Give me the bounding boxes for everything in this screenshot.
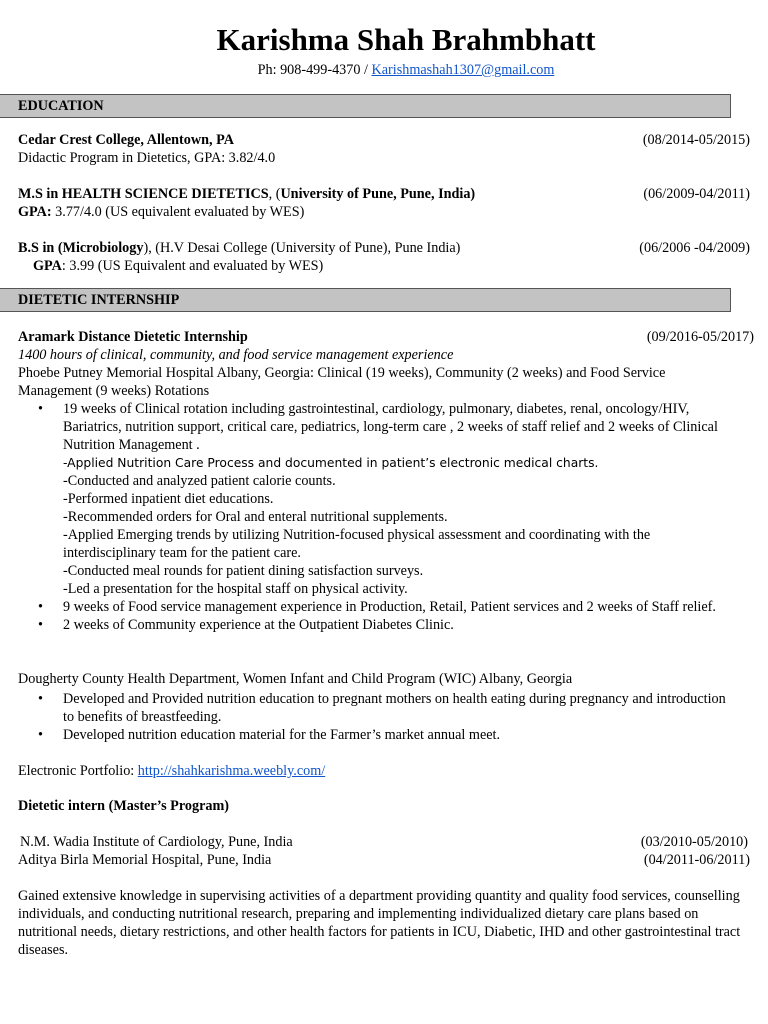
education-section-header (0, 94, 731, 118)
sub-item: -Conducted and analyzed patient calorie counts. (63, 473, 336, 489)
site-line-2: Management (9 weeks) Rotations (18, 383, 210, 399)
education-entry-ms (18, 185, 750, 203)
list-item (18, 598, 738, 616)
wic-list (18, 690, 738, 744)
degree-sep: , ( (268, 186, 281, 202)
hours-line: 1400 hours of clinical, community, and food service management experience (18, 347, 454, 363)
sub-item: -Led a presentation for the hospital staff on physical activity. (63, 581, 408, 597)
program-name: Aramark Distance Dietetic Internship (18, 329, 248, 345)
masters-site (20, 833, 750, 851)
date-range: (09/2016-05/2017) (646, 329, 754, 345)
bullet-text: Developed and Provided nutrition education to pregnant mothers on health eating during pregnancy and introduction to benefits of breastfeeding. (63, 691, 726, 725)
education-entry-cedar-crest (18, 131, 750, 149)
sub-item: -Recommended orders for Oral and enteral nutritional supplements. (63, 509, 448, 525)
contact-line (0, 61, 768, 79)
internship-section-header (0, 288, 731, 312)
bullet-clinical: 19 weeks of Clinical rotation including gastrointestinal, cardiology, pulmonary, diabetes, renal, oncology/HIV, Bariatrics, nutrition support, critical care, pediatrics, long-term care , 2 weeks of staff relief and 2 weeks of Clinical Nutrition Management . (63, 401, 718, 453)
sub-item: -Performed inpatient diet educations. (63, 491, 274, 507)
sub-item: -Conducted meal rounds for patient dining satisfaction surveys. (63, 563, 424, 579)
bullet-community: 2 weeks of Community experience at the Outpatient Diabetes Clinic. (63, 617, 454, 633)
education-title: EDUCATION (18, 98, 104, 114)
gpa-text: : 3.99 (US Equivalent and evaluated by WES) (61, 258, 324, 274)
degree-rest: ), (H.V Desai College (University of Pune), Pune India) (143, 240, 461, 256)
site-name: Aditya Birla Memorial Hospital, Pune, India (18, 852, 272, 868)
date-range: (06/2006 -04/2009) (639, 240, 750, 256)
internship-title: DIETETIC INTERNSHIP (18, 292, 180, 308)
gpa-line (33, 257, 750, 275)
sub-item: -Applied Emerging trends by utilizing Nutrition-focused physical assessment and coordinating with the interdisciplinary team for the patient care. (63, 527, 651, 561)
bullet-foodservice: 9 weeks of Food service management experience in Production, Retail, Patient services and 2 weeks of Staff relief. (63, 599, 716, 615)
masters-site (18, 851, 750, 869)
portfolio-link[interactable]: http://shahkarishma.weebly.com/ (137, 763, 326, 779)
university-name: University of Pune, Pune, India) (280, 186, 476, 202)
gpa-label: GPA: (18, 204, 52, 220)
list-item (18, 616, 738, 634)
gpa-text: 3.77/4.0 (US equivalent evaluated by WES) (51, 204, 305, 220)
clinical-list (18, 400, 738, 634)
list-item (18, 400, 738, 598)
program-row (18, 328, 754, 346)
site-name: N.M. Wadia Institute of Cardiology, Pune, India (20, 834, 293, 850)
program-line (18, 149, 750, 167)
portfolio-label: Electronic Portfolio: (18, 763, 138, 779)
school-name: Cedar Crest College, Allentown, PA (18, 132, 234, 148)
date-range: (04/2011-06/2011) (643, 852, 750, 868)
degree-name: M.S in HEALTH SCIENCE DIETETICS (18, 186, 269, 202)
summary-paragraph: Gained extensive knowledge in supervising activities of a department providing quantity and quality food services, counselling individuals, and conducting nutritional research, preparing and implementing individualized dietary care plans based on nutritional needs, dietary restrictions, and other health factors for patients in ICU, Diabetic, IHD and other gastrointestinal tract diseases. (18, 888, 741, 958)
wic-title: Dougherty County Health Department, Women Infant and Child Program (WIC) Albany, Georgia (18, 671, 573, 687)
gpa-label: GPA (33, 258, 62, 274)
site-line-1: Phoebe Putney Memorial Hospital Albany, Georgia: Clinical (19 weeks), Community (2 weeks) and Food Service (18, 365, 666, 381)
masters-title: Dietetic intern (Master’s Program) (18, 798, 230, 814)
list-item (18, 726, 738, 744)
gpa-line (18, 203, 750, 221)
date-range: (08/2014-05/2015) (642, 132, 750, 148)
email-link[interactable]: Karishmashah1307@gmail.com (371, 62, 555, 78)
bullet-text: Developed nutrition education material for the Farmer’s market annual meet. (63, 727, 501, 743)
portfolio-line (18, 762, 750, 780)
program-text: Didactic Program in Dietetics, GPA: 3.82/4.0 (18, 150, 276, 166)
sub-item: -Applied Nutrition Care Process and documented in patient’s electronic medical charts. (63, 456, 599, 470)
date-range: (06/2009-04/2011) (643, 186, 750, 202)
phone-text: Ph: 908-499-4370 / (257, 62, 368, 78)
degree-name: B.S in (Microbiology (18, 240, 144, 256)
list-item (18, 690, 738, 726)
candidate-name: Karishma Shah Brahmbhatt (216, 22, 596, 57)
education-entry-bs (18, 239, 750, 257)
date-range: (03/2010-05/2010) (640, 834, 748, 850)
